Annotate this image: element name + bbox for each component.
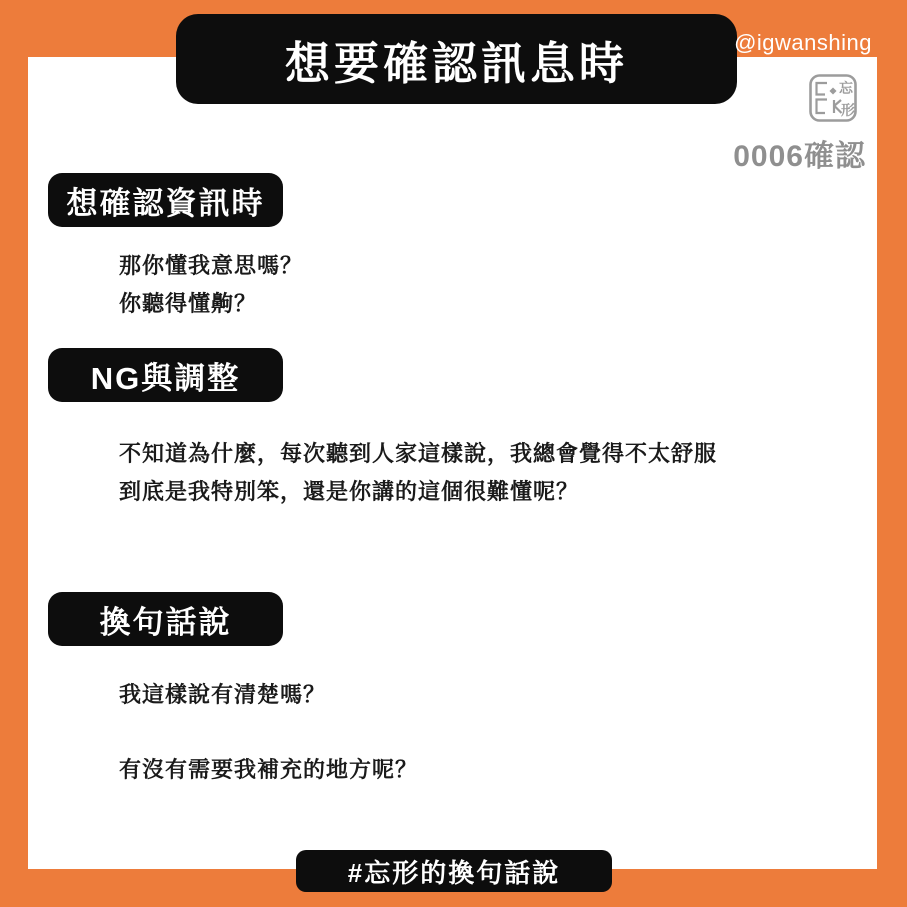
section-label-confirm-info	[48, 173, 283, 227]
example-line: 不知道為什麼，每次聽到人家這樣說，我總會覺得不太舒服	[119, 441, 718, 466]
example-line: 那你懂我意思嗎？	[119, 253, 304, 278]
example-line: 到底是我特別笨，還是你講的這個很難懂呢？	[119, 479, 580, 504]
seal-stroke-bottom-left	[817, 100, 828, 114]
title-banner	[176, 14, 737, 104]
example-line: 我這樣說有清楚嗎？	[119, 682, 327, 707]
footer-hashtag-banner	[296, 850, 612, 892]
brand-seal-logo	[808, 73, 858, 123]
example-line: 你聽得懂齁？	[119, 291, 258, 316]
seal-char-wang: 忘	[839, 80, 853, 96]
seal-diamond	[829, 87, 836, 94]
hashtag-text: #忘形的換句話說	[347, 857, 561, 888]
seal-stroke-top-left	[817, 83, 828, 95]
page-title: 想要確認訊息時	[284, 37, 628, 89]
section-label-rephrase	[48, 592, 283, 646]
example-line: 有沒有需要我補充的地方呢？	[119, 757, 419, 782]
instagram-handle: @igwanshing	[734, 30, 872, 55]
section-label-text: NG與調整	[90, 360, 241, 396]
section-label-text: 想確認資訊時	[66, 185, 265, 221]
issue-number: 0006確認	[733, 140, 866, 173]
section-label-text: 換句話說	[99, 604, 232, 640]
seal-char-xing: 形	[841, 102, 855, 118]
section-label-ng-adjust	[48, 348, 283, 402]
